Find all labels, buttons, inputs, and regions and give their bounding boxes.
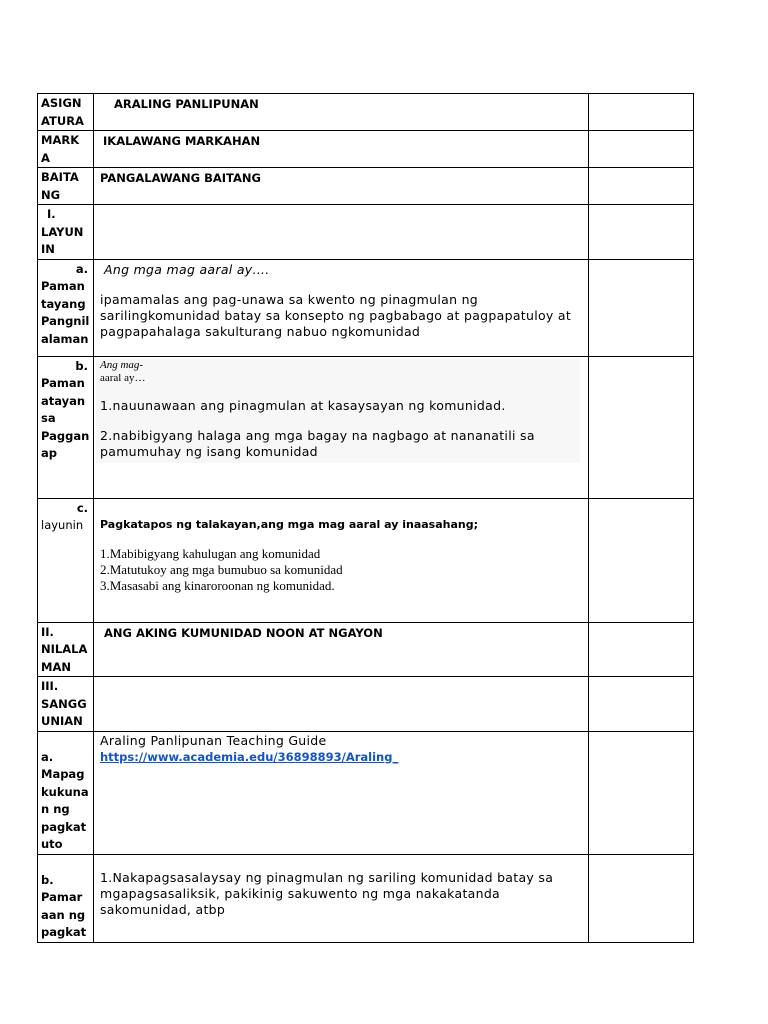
label-line: II.: [41, 624, 54, 639]
row-mapagkukunan: [38, 731, 694, 854]
objective-item: 2.Matutukoy ang mga bumubuo sa komunidad: [100, 561, 343, 577]
markahan-value: IKALAWANG MARKAHAN: [103, 134, 261, 148]
resource-title: Araling Panlipunan Teaching Guide: [100, 732, 327, 748]
empty-cell: [589, 205, 694, 260]
value-cell: [94, 622, 589, 677]
label-line: ASIGN: [41, 96, 82, 110]
performance-item: 1.nauunawaan ang pinagmulan at kasaysayan ng komunidad.: [100, 397, 506, 413]
empty-cell: [589, 677, 694, 732]
value-cell: [94, 498, 589, 622]
label-line: Paman: [41, 376, 85, 390]
asignatura-value: ARALING PANLIPUNAN: [114, 97, 259, 111]
label-line: b.: [41, 872, 54, 887]
label-line: tayang: [41, 296, 86, 311]
row-pamantayang-pangnilalaman: [38, 259, 694, 356]
baitang-value: PANGALAWANG BAITANG: [100, 171, 261, 185]
value-cell: [94, 854, 589, 942]
label-line: Paman: [41, 279, 85, 293]
label-line: n ng: [41, 802, 70, 816]
label-line: a.: [75, 261, 88, 276]
procedure-text: 1.Nakapagsasalaysay ng pinagmulan ng sariling komunidad batay sa mgapagsasaliksik, pakikinig sakuwento ng mga nakakatanda sakomunidad, atbp: [100, 869, 554, 917]
label-line: b.: [75, 358, 88, 373]
label-line: NG: [41, 187, 61, 202]
nilalaman-value: ANG AKING KUMUNIDAD NOON AT NGAYON: [104, 625, 383, 640]
label-line: a.: [41, 749, 54, 764]
empty-cell: [94, 677, 589, 732]
value-cell: [94, 131, 589, 168]
label-line: alaman: [41, 331, 89, 346]
empty-cell: [589, 854, 694, 942]
row-layunin-c: [38, 498, 694, 622]
row-nilalaman: [38, 622, 694, 677]
label-cell: [38, 94, 94, 131]
value-cell: [94, 731, 589, 854]
label-cell: [38, 854, 94, 942]
row-layunin: [38, 205, 694, 260]
label-line: ATURA: [41, 113, 84, 128]
label-line: kukuna: [41, 784, 89, 799]
empty-cell: [94, 205, 589, 260]
label-line: NILALA: [41, 642, 88, 656]
label-cell: [38, 731, 94, 854]
label-line: sa: [41, 411, 56, 425]
value-cell: [94, 356, 589, 498]
value-cell: [94, 94, 589, 131]
label-line: Pangnil: [41, 314, 90, 328]
empty-cell: [589, 168, 694, 205]
row-pamantayan-sa-pagganap: [38, 356, 694, 498]
label-line: Pamar: [41, 890, 83, 904]
empty-cell: [589, 94, 694, 131]
label-line: c.: [76, 500, 88, 515]
row-sanggunian: [38, 677, 694, 732]
label-line: SANGG: [41, 696, 87, 711]
label-line: BAITA: [41, 170, 79, 184]
label-line: Mapag: [41, 767, 85, 781]
resource-link[interactable]: https://www.academia.edu/36898893/Araling_: [100, 749, 399, 764]
empty-cell: [589, 259, 694, 356]
label-cell: [38, 205, 94, 260]
intro-line: Ang mag-: [100, 358, 144, 371]
label-line: ap: [41, 446, 57, 460]
performance-standard-box: [96, 359, 580, 463]
label-line: MARK: [41, 133, 80, 147]
label-cell: [38, 131, 94, 168]
label-cell: [38, 677, 94, 732]
objective-item: 3.Masasabi ang kinaroroonan ng komunidad.: [100, 577, 335, 593]
label-line: aan ng: [41, 907, 86, 922]
label-cell: [38, 622, 94, 677]
value-cell: [94, 168, 589, 205]
value-cell: [94, 259, 589, 356]
label-line: IN: [41, 242, 55, 256]
label-line: I.: [47, 207, 56, 221]
empty-cell: [589, 356, 694, 498]
label-line: uto: [41, 837, 63, 851]
label-line: Paggan: [41, 428, 90, 443]
label-line: atayan: [41, 393, 86, 408]
label-line: LAYUN: [41, 224, 84, 239]
label-line: III.: [41, 679, 59, 693]
label-line: layunin: [41, 518, 84, 532]
content-standard-text: ipamamalas ang pag-unawa sa kwento ng pinagmulan ng sarilingkomunidad batay sa konsepto ng pagbabago at pagpapatuloy at pagpapahalaga sakulturang nabuo ngkomunidad: [100, 291, 572, 339]
empty-cell: [589, 498, 694, 622]
row-baitang: [38, 168, 694, 205]
label-cell: [38, 259, 94, 356]
label-line: pagkat: [41, 819, 87, 834]
empty-cell: [589, 731, 694, 854]
lesson-plan-table: [37, 93, 694, 943]
label-cell: [38, 498, 94, 622]
label-line: UNIAN: [41, 714, 83, 728]
label-cell: [38, 356, 94, 498]
row-asignatura: [38, 94, 694, 131]
empty-cell: [589, 131, 694, 168]
row-markahan: [38, 131, 694, 168]
empty-cell: [589, 622, 694, 677]
performance-item: 2.nabibigyang halaga ang mga bagay na nagbago at nananatili sa pamumuhay ng isang komunidad: [100, 427, 535, 459]
intro-line: aaral ay…: [100, 371, 146, 384]
row-pamaraan: [38, 854, 694, 942]
intro-text: Ang mga mag aaral ay….: [104, 261, 270, 277]
objectives-heading: Pagkatapos ng talakayan,ang mga mag aaral ay inaasahang;: [100, 517, 478, 531]
label-line: A: [41, 150, 50, 165]
label-line: MAN: [41, 659, 71, 674]
objective-item: 1.Mabibigyang kahulugan ang komunidad: [100, 545, 321, 561]
label-cell: [38, 168, 94, 205]
label-line: pagkat: [41, 925, 87, 939]
